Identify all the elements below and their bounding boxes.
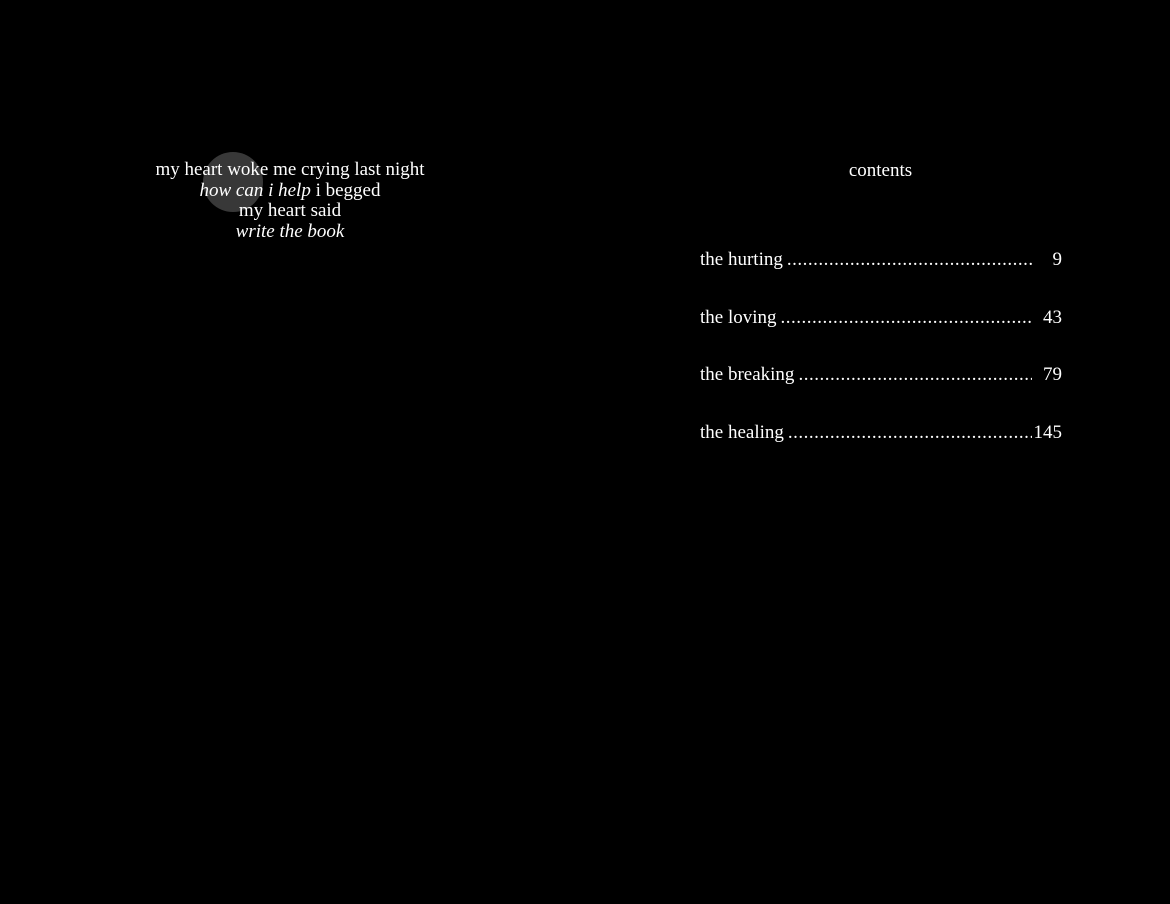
contents-title: contents bbox=[848, 160, 913, 181]
right-page bbox=[585, 0, 1170, 904]
contents-entry-hurting[interactable] bbox=[700, 248, 1062, 306]
poem-line-4-italic: write the book bbox=[235, 220, 345, 242]
contents-list bbox=[700, 248, 1062, 478]
dot-leader bbox=[787, 248, 1032, 272]
entry-label: the hurting bbox=[700, 249, 783, 270]
dot-leader bbox=[788, 421, 1032, 445]
contents-entry-healing[interactable] bbox=[700, 421, 1062, 479]
dot-leader bbox=[781, 306, 1032, 330]
poem-line-1: my heart woke me crying last night bbox=[155, 159, 425, 180]
entry-page-number: 43 bbox=[1043, 306, 1062, 328]
dot-leader bbox=[798, 363, 1032, 387]
entry-page-number: 9 bbox=[1052, 249, 1062, 270]
poem-line-2-rest: i begged bbox=[310, 179, 381, 201]
entry-label: the breaking bbox=[700, 364, 795, 385]
contents-entry-breaking[interactable] bbox=[700, 363, 1062, 421]
entry-label: the healing bbox=[700, 421, 784, 443]
poem-line-3: my heart said bbox=[238, 200, 342, 221]
poem-line-2-italic: how can i help bbox=[199, 179, 311, 201]
poem-line-4 bbox=[90, 222, 490, 243]
entry-label: the loving bbox=[700, 306, 777, 328]
contents-entry-loving[interactable] bbox=[700, 306, 1062, 364]
entry-page-number: 145 bbox=[1033, 421, 1062, 443]
poem-line-2 bbox=[90, 181, 490, 202]
entry-page-number: 79 bbox=[1043, 364, 1062, 385]
epigraph-poem bbox=[90, 160, 490, 242]
